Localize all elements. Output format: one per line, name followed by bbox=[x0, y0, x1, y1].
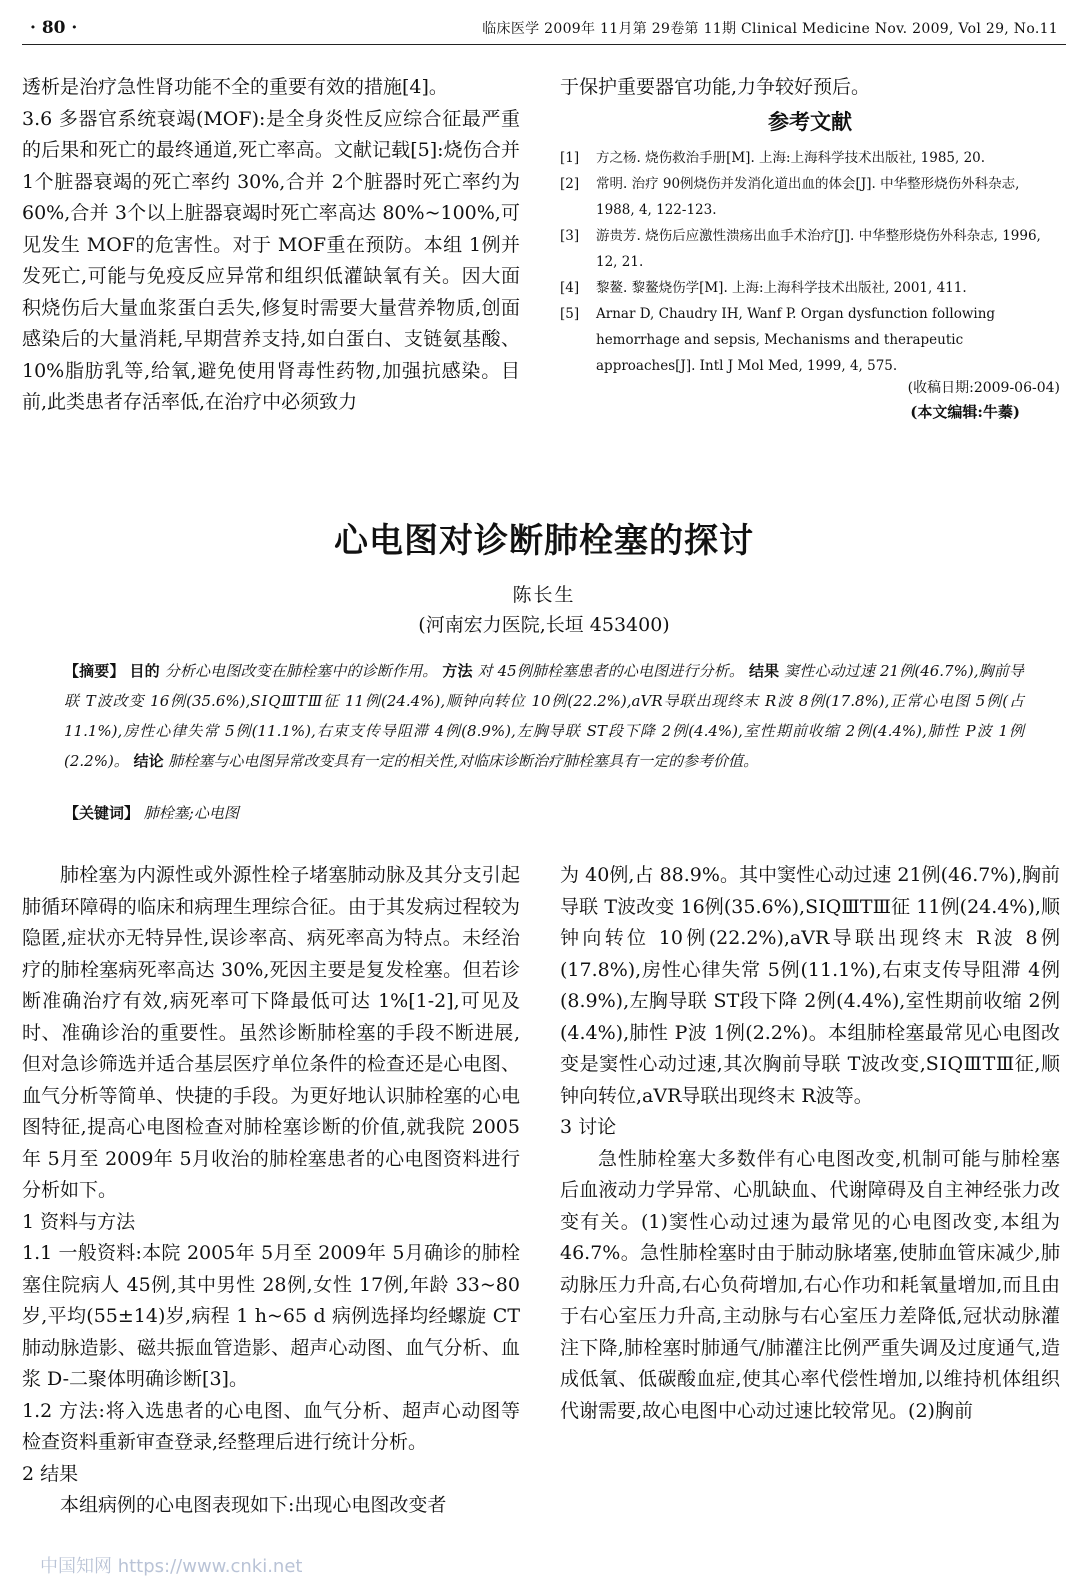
objective-text: 分析心电图改变在肺栓塞中的诊断作用。 bbox=[164, 662, 438, 680]
editor-note: (本文编辑:牛蓁) bbox=[910, 403, 1020, 421]
keywords bbox=[64, 802, 1024, 823]
section-heading: 3 讨论 bbox=[560, 1116, 617, 1138]
watermark: 中国知网 https://www.cnki.net bbox=[40, 1556, 303, 1577]
page-number: · 80 · bbox=[30, 18, 78, 38]
article-affiliation: (河南宏力医院,长垣 453400) bbox=[418, 614, 670, 636]
reference-item bbox=[560, 223, 1060, 275]
reference-text: 常明. 治疗 90例烧伤并发消化道出血的体会[J]. 中华整形烧伤外科杂志, 1988, 4, 122-123. bbox=[596, 176, 1020, 218]
objective-label: 目的 bbox=[129, 662, 160, 680]
reference-text: 方之杨. 烧伤救治手册[M]. 上海:上海科学技术出版社, 1985, 20. bbox=[596, 150, 986, 166]
article-author: 陈长生 bbox=[512, 584, 576, 606]
body-right-column bbox=[560, 860, 1060, 1427]
results-text: 窦性心动过速 21例(46.7%),胸前导联 T波改变 16例(35.6%),SⅠQⅢTⅢ征 11例(24.4%),顺钟向转位 10例(22.2%),aVR导联出现终末 R波 8例(17.8%),正常心电图 5例(占 11.1%),房性心律失常 5例(11.1%),右束支传导阻滞 4例(8.9%),左胸导联 ST段下降 2例(4.4%),室性期前收缩 2例(4.4%),肺性 P波 1例(2.2%)。 bbox=[64, 662, 1024, 770]
conclusion-text: 肺栓塞与心电图异常改变具有一定的相关性,对临床诊断治疗肺栓塞具有一定的参考价值。 bbox=[168, 752, 759, 770]
reference-item bbox=[560, 145, 1060, 171]
results-paragraph: 为 40例,占 88.9%。其中窦性心动过速 21例(46.7%),胸前导联 T波改变 16例(35.6%),SⅠQⅢTⅢ征 11例(24.4%),顺钟向转位 10例(22.2%),aVR导联出现终末 R波 8例(17.8%),房性心律失常 5例(11.1%),右束支传导阻滞 4例(8.9%),左胸导联 ST段下降 2例(4.4%),室性期前收缩 2例(4.4%),肺性 P波 1例(2.2%)。本组肺栓塞最常见心电图改变是窦性心动过速,其次胸前导联 T波改变,SⅠQⅢTⅢ征,顺钟向转位,aVR导联出现终末 R波等。 bbox=[560, 864, 1060, 1107]
prev-article-para: 透析是治疗急性肾功能不全的重要有效的措施[4]。 bbox=[22, 76, 448, 98]
reference-item bbox=[560, 171, 1060, 223]
intro-paragraph: 肺栓塞为内源性或外源性栓子堵塞肺动脉及其分支引起肺循环障碍的临床和病理生理综合征。由于其发病过程较为隐匿,症状亦无特异性,误诊率高、病死率高为特点。未经治疗的肺栓塞病死率高达 30%,死因主要是复发栓塞。但若诊断准确治疗有效,病死率可下降最低可达 1%[1-2],可见及时、准确诊治的重要性。虽然诊断肺栓塞的手段不断进展,但对急诊筛选并适合基层医疗单位条件的检查还是心电图、血气分析等简单、快捷的手段。为更好地认识肺栓塞的心电图特征,提高心电图检查对肺栓塞诊断的价值,就我院 2005年 5月至 2009年 5月收治的肺栓塞患者的心电图资料进行分析如下。 bbox=[22, 864, 520, 1201]
conclusion-label: 结论 bbox=[133, 752, 164, 770]
article-title: 心电图对诊断肺栓塞的探讨 bbox=[334, 521, 754, 561]
results-paragraph: 本组病例的心电图表现如下:出现心电图改变者 bbox=[60, 1494, 447, 1516]
prev-article-para: 3.6 多器官系统衰竭(MOF):是全身炎性反应综合征最严重的后果和死亡的最终通道,死亡率高。文献记载[5]:烧伤合并 1个脏器衰竭的死亡率约 30%,合并 2个脏器时死亡率约为 60%,合并 3个以上脏器衰竭时死亡率高达 80%~100%,可见发生 MOF的危害性。对于 MOF重在预防。本组 1例并发死亡,可能与免疫反应异常和组织低灌缺氧有关。因大面积烧伤后大量血浆蛋白丢失,修复时需要大量营养物质,创面感染后的大量消耗,早期营养支持,如白蛋白、支链氨基酸、10%脂肪乳等,给氧,避免使用肾毒性药物,加强抗感染。目前,此类患者存活率低,在治疗中必须致力 bbox=[22, 107, 520, 413]
abstract-label: 【摘要】 bbox=[64, 662, 125, 680]
section-heading: 1 资料与方法 bbox=[22, 1210, 136, 1233]
body-left-column bbox=[22, 860, 520, 1522]
reference-text: 游贵芳. 烧伤后应激性溃疡出血手术治疗[J]. 中华整形烧伤外科杂志, 1996, 12, 21. bbox=[596, 228, 1041, 270]
reference-number: [1] bbox=[560, 150, 580, 166]
results-label: 结果 bbox=[748, 662, 780, 680]
received-date: (收稿日期:2009-06-04) bbox=[907, 380, 1060, 396]
keywords-label: 【关键词】 bbox=[64, 804, 140, 822]
reference-item bbox=[560, 301, 1060, 379]
reference-text: 黎鳌. 黎鳌烧伤学[M]. 上海:上海科学技术出版社, 2001, 411. bbox=[596, 280, 967, 296]
section-paragraph: 1.2 方法:将入选患者的心电图、血气分析、超声心动图等检查资料重新审查登录,经整理后进行统计分析。 bbox=[22, 1399, 520, 1453]
references-title: 参考文献 bbox=[768, 108, 852, 134]
journal-info: 临床医学 2009年 11月第 29卷第 11期 Clinical Medicine Nov. 2009, Vol 29, No.11 bbox=[482, 21, 1058, 37]
abstract bbox=[64, 656, 1024, 776]
prev-article-left-column bbox=[22, 72, 520, 419]
reference-number: [3] bbox=[560, 228, 580, 244]
reference-text: Arnar D, Chaudry IH, Wanf P. Organ dysfunction following hemorrhage and sepsis, Mechanisms and therapeutic approaches[J]. Intl J Mol Med, 1999, 4, 575. bbox=[596, 306, 996, 374]
reference-number: [5] bbox=[560, 306, 580, 322]
section-paragraph: 1.1 一般资料:本院 2005年 5月至 2009年 5月确诊的肺栓塞住院病人 45例,其中男性 28例,女性 17例,年龄 33~80岁,平均(55±14)岁,病程 1 h~65 d 病例选择均经螺旋 CT肺动脉造影、磁共振血管造影、超声心动图、血气分析、血浆 D-二聚体明确诊断[3]。 bbox=[22, 1242, 520, 1390]
prev-article-para: 于保护重要器官功能,力争较好预后。 bbox=[560, 76, 871, 98]
section-heading: 2 结果 bbox=[22, 1462, 79, 1485]
reference-number: [4] bbox=[560, 280, 580, 296]
methods-label: 方法 bbox=[442, 662, 473, 680]
methods-text: 对 45例肺栓塞患者的心电图进行分析。 bbox=[477, 662, 745, 680]
keywords-text: 肺栓塞;心电图 bbox=[143, 804, 239, 822]
reference-number: [2] bbox=[560, 176, 580, 192]
reference-item bbox=[560, 275, 1060, 301]
header-rule bbox=[22, 44, 1066, 45]
discussion-paragraph: 急性肺栓塞大多数伴有心电图改变,机制可能与肺栓塞后血液动力学异常、心肌缺血、代谢障碍及自主神经张力改变有关。(1)窦性心动过速为最常见的心电图改变,本组为 46.7%。急性肺栓塞时由于肺动脉堵塞,使肺血管床减少,肺动脉压力升高,右心负荷增加,右心作功和耗氧量增加,而且由于右心室压力升高,主动脉与右心室压力差降低,冠状动脉灌注下降,肺栓塞时肺通气/肺灌注比例严重失调及过度通气,造成低氧、低碳酸血症,使其心率代偿性增加,以维持机体组织代谢需要,故心电图中心动过速比较常见。(2)胸前 bbox=[560, 1147, 1060, 1422]
prev-article-right-column bbox=[560, 72, 1060, 425]
